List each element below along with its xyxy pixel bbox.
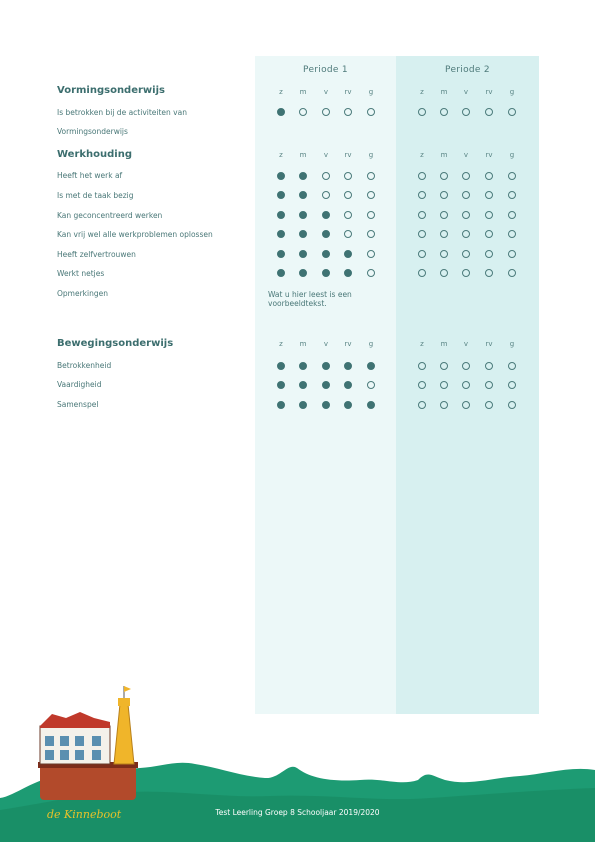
scale-label-z: z xyxy=(420,340,424,348)
rating-dot-g xyxy=(367,250,375,258)
scale-label-g: g xyxy=(509,88,515,96)
rating-dot-m xyxy=(299,362,307,370)
scale-label-v: v xyxy=(463,340,469,348)
rating-dot-z xyxy=(277,172,285,180)
rating-dot-z xyxy=(277,401,285,409)
rating-dot-v xyxy=(322,269,330,277)
scale-label-m: m xyxy=(299,151,307,159)
scale-label-m: m xyxy=(440,88,448,96)
rating-dot-v xyxy=(322,191,330,199)
item-label: Werkt netjes xyxy=(57,269,105,278)
rating-dot-z xyxy=(418,172,426,180)
rating-dot-m xyxy=(299,269,307,277)
item-label: Kan geconcentreerd werken xyxy=(57,211,163,220)
rating-dot-m xyxy=(299,191,307,199)
rating-dot-rv xyxy=(485,362,493,370)
rating-dot-rv xyxy=(485,191,493,199)
scale-label-m: m xyxy=(299,88,307,96)
rating-dot-z xyxy=(277,230,285,238)
rating-dot-g xyxy=(508,381,516,389)
rating-dot-rv xyxy=(485,269,493,277)
rating-dot-v xyxy=(462,191,470,199)
scale-label-g: g xyxy=(368,340,374,348)
rating-dot-m xyxy=(440,230,448,238)
rating-dot-z xyxy=(418,191,426,199)
rating-dot-z xyxy=(277,381,285,389)
rating-dot-g xyxy=(508,108,516,116)
rating-dot-v xyxy=(462,211,470,219)
rating-dot-m xyxy=(299,108,307,116)
item-label: Is met de taak bezig xyxy=(57,191,134,200)
rating-dot-rv xyxy=(344,108,352,116)
rating-dot-g xyxy=(508,211,516,219)
rating-dot-m xyxy=(299,401,307,409)
rating-dot-m xyxy=(440,362,448,370)
rating-dot-m xyxy=(440,172,448,180)
scale-label-rv: rv xyxy=(485,151,493,159)
rating-dot-z xyxy=(277,250,285,258)
rating-dot-m xyxy=(440,191,448,199)
rating-dot-z xyxy=(418,401,426,409)
rating-dot-m xyxy=(440,381,448,389)
footer-text: Test Leerling Groep 8 Schooljaar 2019/2020 xyxy=(215,808,380,817)
rating-dot-v xyxy=(462,401,470,409)
rating-dot-rv xyxy=(485,250,493,258)
scale-label-z: z xyxy=(420,151,424,159)
scale-label-rv: rv xyxy=(344,151,352,159)
scale-label-z: z xyxy=(279,340,283,348)
item-label-continuation: Vormingsonderwijs xyxy=(57,127,128,136)
item-label: Kan vrij wel alle werkproblemen oplossen xyxy=(57,230,213,239)
rating-dot-rv xyxy=(344,401,352,409)
section-title-werkhouding: Werkhouding xyxy=(57,149,133,160)
rating-dot-g xyxy=(508,230,516,238)
rating-dot-v xyxy=(462,108,470,116)
remarks-text: Wat u hier leest is een voorbeeldtekst. xyxy=(268,290,352,308)
rating-dot-rv xyxy=(344,362,352,370)
scale-label-rv: rv xyxy=(344,340,352,348)
rating-dot-g xyxy=(367,108,375,116)
rating-dot-z xyxy=(277,269,285,277)
rating-dot-m xyxy=(440,108,448,116)
rating-dot-g xyxy=(508,191,516,199)
scale-label-g: g xyxy=(509,340,515,348)
rating-dot-m xyxy=(440,211,448,219)
rating-dot-g xyxy=(508,172,516,180)
rating-dot-v xyxy=(462,381,470,389)
scale-label-rv: rv xyxy=(485,340,493,348)
rating-dot-rv xyxy=(344,172,352,180)
item-label: Samenspel xyxy=(57,400,99,409)
scale-label-g: g xyxy=(509,151,515,159)
rating-dot-z xyxy=(277,211,285,219)
rating-dot-z xyxy=(418,362,426,370)
rating-dot-v xyxy=(462,362,470,370)
rating-dot-v xyxy=(462,269,470,277)
rating-dot-z xyxy=(418,230,426,238)
rating-dot-v xyxy=(322,230,330,238)
rating-dot-rv xyxy=(485,211,493,219)
rating-dot-v xyxy=(462,230,470,238)
rating-dot-m xyxy=(299,211,307,219)
rating-dot-v xyxy=(462,250,470,258)
scale-label-v: v xyxy=(463,151,469,159)
rating-dot-rv xyxy=(485,401,493,409)
rating-dot-v xyxy=(322,401,330,409)
rating-dot-v xyxy=(322,362,330,370)
rating-dot-g xyxy=(367,269,375,277)
rating-dot-m xyxy=(440,250,448,258)
rating-dot-g xyxy=(508,401,516,409)
rating-dot-m xyxy=(299,230,307,238)
rating-dot-m xyxy=(440,269,448,277)
rating-dot-z xyxy=(418,211,426,219)
scale-label-m: m xyxy=(299,340,307,348)
rating-dot-v xyxy=(322,108,330,116)
item-label: Vaardigheid xyxy=(57,380,102,389)
rating-dot-g xyxy=(367,230,375,238)
scale-label-v: v xyxy=(323,340,329,348)
rating-dot-z xyxy=(418,381,426,389)
rating-dot-g xyxy=(367,401,375,409)
scale-label-m: m xyxy=(440,151,448,159)
scale-label-z: z xyxy=(420,88,424,96)
rating-dot-z xyxy=(418,108,426,116)
rating-dot-m xyxy=(299,172,307,180)
scale-label-rv: rv xyxy=(344,88,352,96)
rating-dot-g xyxy=(367,211,375,219)
scale-label-rv: rv xyxy=(485,88,493,96)
period-2-title: Periode 2 xyxy=(445,65,490,75)
rating-dot-v xyxy=(322,381,330,389)
section-title-vormingsonderwijs: Vormingsonderwijs xyxy=(57,85,165,96)
section-title-bewegingsonderwijs: Bewegingsonderwijs xyxy=(57,338,174,349)
remarks-label: Opmerkingen xyxy=(57,289,108,298)
rating-dot-v xyxy=(322,250,330,258)
rating-dot-rv xyxy=(344,269,352,277)
rating-dot-g xyxy=(508,250,516,258)
item-label: Is betrokken bij de activiteiten van xyxy=(57,108,187,117)
scale-label-z: z xyxy=(279,88,283,96)
rating-dot-v xyxy=(322,172,330,180)
rating-dot-z xyxy=(418,269,426,277)
rating-dot-rv xyxy=(344,250,352,258)
rating-dot-rv xyxy=(344,211,352,219)
scale-label-v: v xyxy=(323,88,329,96)
scale-label-v: v xyxy=(323,151,329,159)
item-label: Heeft zelfvertrouwen xyxy=(57,250,136,259)
rating-dot-g xyxy=(367,172,375,180)
rating-dot-rv xyxy=(485,230,493,238)
logo-text: de Kinneboot xyxy=(47,808,122,821)
scale-label-g: g xyxy=(368,88,374,96)
rating-dot-z xyxy=(277,362,285,370)
rating-dot-rv xyxy=(485,172,493,180)
rating-dot-g xyxy=(367,191,375,199)
rating-dot-rv xyxy=(344,191,352,199)
scale-label-v: v xyxy=(463,88,469,96)
item-label: Heeft het werk af xyxy=(57,171,123,180)
rating-dot-m xyxy=(299,250,307,258)
rating-dot-rv xyxy=(344,381,352,389)
rating-dot-rv xyxy=(485,381,493,389)
rating-dot-z xyxy=(277,191,285,199)
rating-dot-g xyxy=(508,269,516,277)
rating-dot-rv xyxy=(485,108,493,116)
rating-dot-v xyxy=(322,211,330,219)
rating-dot-z xyxy=(277,108,285,116)
scale-label-z: z xyxy=(279,151,283,159)
boat-logo-icon xyxy=(38,686,138,800)
scale-label-m: m xyxy=(440,340,448,348)
item-label: Betrokkenheid xyxy=(57,361,112,370)
rating-dot-m xyxy=(440,401,448,409)
scale-label-g: g xyxy=(368,151,374,159)
rating-dot-z xyxy=(418,250,426,258)
rating-dot-v xyxy=(462,172,470,180)
rating-dot-rv xyxy=(344,230,352,238)
period-1-title: Periode 1 xyxy=(303,65,348,75)
rating-dot-g xyxy=(367,362,375,370)
rating-dot-g xyxy=(367,381,375,389)
rating-dot-g xyxy=(508,362,516,370)
rating-dot-m xyxy=(299,381,307,389)
